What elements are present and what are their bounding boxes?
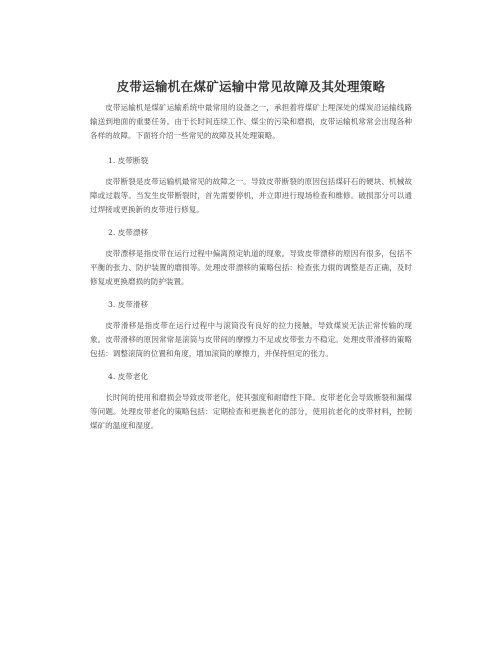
section-4-heading: 4. 皮带老化 xyxy=(108,372,149,381)
section-2-heading: 2. 皮带漂移 xyxy=(108,228,149,237)
intro-paragraph: 皮带运输机是煤矿运输系统中最常用的设备之一，承担着将煤矿上埋深处的煤炭沿运输线路输送到地面的重要任务。由于长时间连续工作、煤尘的污染和磨损，皮带运输机常常会出现各种各样的故障。下面将介绍一些常见的故障及其处理策略。 xyxy=(90,103,412,140)
document-title: 皮带运输机在煤矿运输中常见故障及其处理策略 xyxy=(116,79,386,94)
section-1-heading: 1. 皮带断裂 xyxy=(108,156,149,165)
section-3-heading: 3. 皮带滑移 xyxy=(108,300,149,309)
section-4-paragraph: 长时间的使用和磨损会导致皮带老化，使其强度和耐磨性下降。皮带老化会导致断裂和漏煤等问题。处理皮带老化的策略包括：定期检查和更换老化的部分，使用抗老化的皮带材料，控制煤矿的温度和湿度。 xyxy=(90,393,412,430)
section-2-paragraph: 皮带漂移是指皮带在运行过程中偏离预定轨道的现象。导致皮带漂移的原因有很多，包括不平衡的张力、防护装置的磨损等。处理皮带漂移的策略包括：检查张力辊的调整是否正确，及时修复或更换磨损的防护装置。 xyxy=(90,249,412,286)
section-3-paragraph: 皮带滑移是指皮带在运行过程中与滚筒没有良好的拉力接触，导致煤炭无法正常传输的现象。皮带滑移的原因常常是滚筒与皮带间的摩擦力不足或皮带张力不稳定。处理皮带滑移的策略包括：调整滚筒的位置和角度，增加滚筒的摩擦力，并保持恒定的张力。 xyxy=(90,321,412,358)
section-1-paragraph: 皮带断裂是皮带运输机最常见的故障之一。导致皮带断裂的原因包括煤矸石的硬块、机械故障或过载等。当发生皮带断裂时，首先需要停机，并立即进行现场检查和维修。破损部分可以通过焊接或更换新的皮带进行修复。 xyxy=(90,177,412,214)
